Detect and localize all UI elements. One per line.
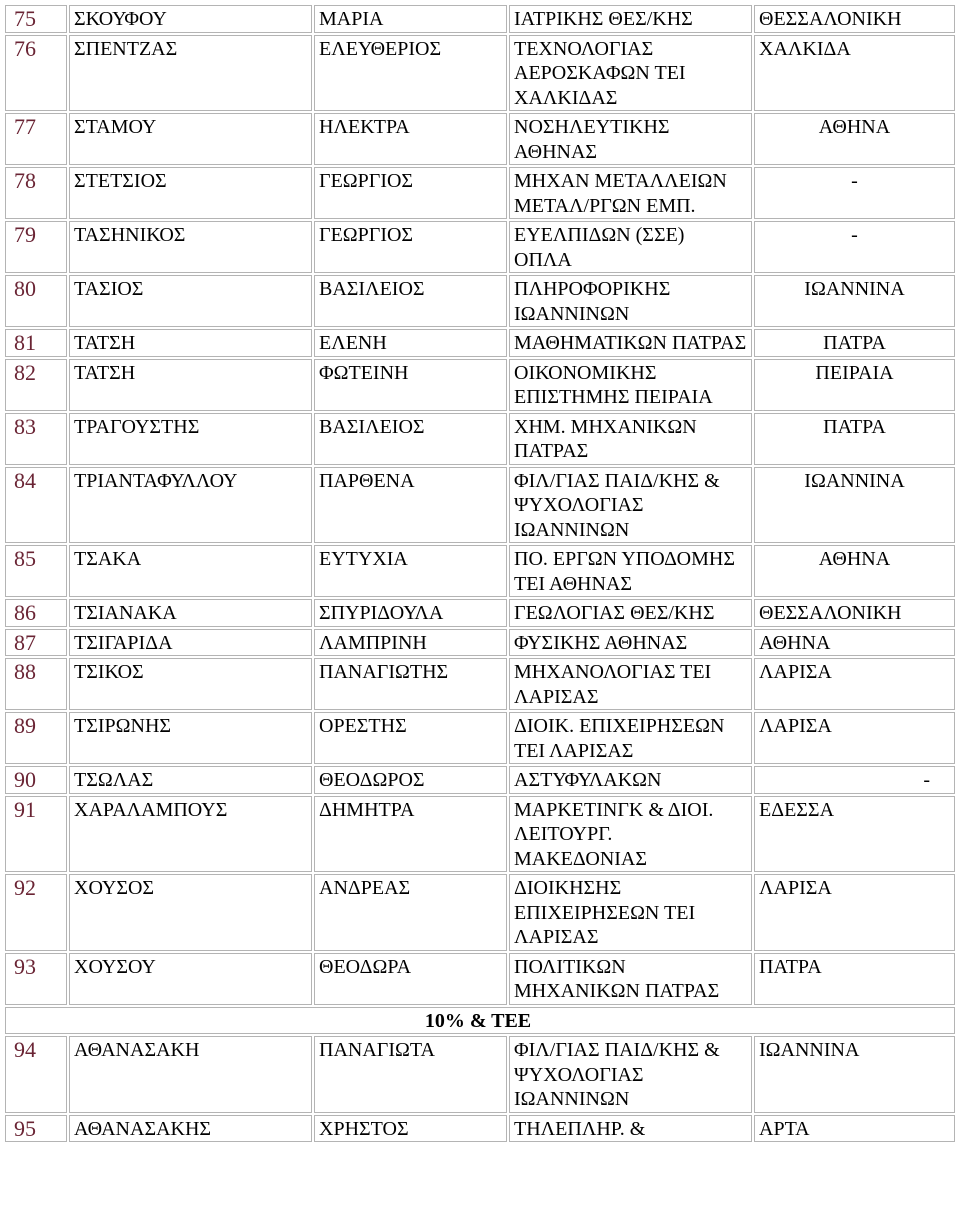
first-name-cell: ΔΗΜΗΤΡΑ bbox=[314, 796, 507, 873]
row-number: 88 bbox=[5, 658, 67, 710]
results-table bbox=[3, 3, 957, 1144]
row-number: 78 bbox=[5, 167, 67, 219]
department-cell: ΙΑΤΡΙΚΗΣ ΘΕΣ/ΚΗΣ bbox=[509, 5, 752, 33]
surname-cell: ΧΑΡΑΛΑΜΠΟΥΣ bbox=[69, 796, 312, 873]
table-row bbox=[5, 658, 955, 710]
first-name-cell: ΒΑΣΙΛΕΙΟΣ bbox=[314, 275, 507, 327]
table-row bbox=[5, 167, 955, 219]
table-row bbox=[5, 221, 955, 273]
surname-cell: ΣΚΟΥΦΟΥ bbox=[69, 5, 312, 33]
city-cell: ΛΑΡΙΣΑ bbox=[754, 658, 955, 710]
row-number: 76 bbox=[5, 35, 67, 112]
department-cell: ΜΑΘΗΜΑΤΙΚΩΝ ΠΑΤΡΑΣ bbox=[509, 329, 752, 357]
table-row bbox=[5, 874, 955, 951]
first-name-cell: ΕΥΤΥΧΙΑ bbox=[314, 545, 507, 597]
table-row bbox=[5, 953, 955, 1005]
city-cell: ΠΑΤΡΑ bbox=[754, 329, 955, 357]
surname-cell: ΣΠΕΝΤΖΑΣ bbox=[69, 35, 312, 112]
surname-cell: ΧΟΥΣΟΣ bbox=[69, 874, 312, 951]
table-row bbox=[5, 467, 955, 544]
table-row bbox=[5, 35, 955, 112]
department-cell: ΦΥΣΙΚΗΣ ΑΘΗΝΑΣ bbox=[509, 629, 752, 657]
city-cell: ΑΡΤΑ bbox=[754, 1115, 955, 1143]
surname-cell: ΣΤΕΤΣΙΟΣ bbox=[69, 167, 312, 219]
section-header-row bbox=[5, 1007, 955, 1035]
surname-cell: ΑΘΑΝΑΣΑΚΗ bbox=[69, 1036, 312, 1113]
surname-cell: ΣΤΑΜΟΥ bbox=[69, 113, 312, 165]
surname-cell: ΤΣΩΛΑΣ bbox=[69, 766, 312, 794]
city-cell: ΑΘΗΝΑ bbox=[754, 113, 955, 165]
department-cell: ΦΙΛ/ΓΙΑΣ ΠΑΙΔ/ΚΗΣ & ΨΥΧΟΛΟΓΙΑΣ ΙΩΑΝΝΙΝΩΝ bbox=[509, 467, 752, 544]
first-name-cell: ΕΛΕΥΘΕΡΙΟΣ bbox=[314, 35, 507, 112]
surname-cell: ΤΡΑΓΟΥΣΤΗΣ bbox=[69, 413, 312, 465]
surname-cell: ΤΣΙΚΟΣ bbox=[69, 658, 312, 710]
city-cell: ΙΩΑΝΝΙΝΑ bbox=[754, 275, 955, 327]
table-row bbox=[5, 1115, 955, 1143]
table-row bbox=[5, 113, 955, 165]
department-cell: ΠΟΛΙΤΙΚΩΝ ΜΗΧΑΝΙΚΩΝ ΠΑΤΡΑΣ bbox=[509, 953, 752, 1005]
city-cell: - bbox=[754, 167, 955, 219]
table-row bbox=[5, 599, 955, 627]
city-cell: ΠΑΤΡΑ bbox=[754, 953, 955, 1005]
table-row bbox=[5, 766, 955, 794]
table-row bbox=[5, 5, 955, 33]
city-cell: ΠΑΤΡΑ bbox=[754, 413, 955, 465]
city-cell: ΙΩΑΝΝΙΝΑ bbox=[754, 467, 955, 544]
surname-cell: ΤΑΣΗΝΙΚΟΣ bbox=[69, 221, 312, 273]
table-row bbox=[5, 329, 955, 357]
row-number: 89 bbox=[5, 712, 67, 764]
row-number: 87 bbox=[5, 629, 67, 657]
row-number: 82 bbox=[5, 359, 67, 411]
department-cell: ΝΟΣΗΛΕΥΤΙΚΗΣ ΑΘΗΝΑΣ bbox=[509, 113, 752, 165]
city-cell: ΘΕΣΣΑΛΟΝΙΚΗ bbox=[754, 5, 955, 33]
first-name-cell: ΜΑΡΙΑ bbox=[314, 5, 507, 33]
first-name-cell: ΠΑΝΑΓΙΩΤΑ bbox=[314, 1036, 507, 1113]
city-cell: ΛΑΡΙΣΑ bbox=[754, 712, 955, 764]
city-cell: ΘΕΣΣΑΛΟΝΙΚΗ bbox=[754, 599, 955, 627]
first-name-cell: ΓΕΩΡΓΙΟΣ bbox=[314, 221, 507, 273]
table-row bbox=[5, 796, 955, 873]
city-cell: - bbox=[754, 766, 955, 794]
table-row bbox=[5, 712, 955, 764]
surname-cell: ΤΡΙΑΝΤΑΦΥΛΛΟΥ bbox=[69, 467, 312, 544]
department-cell: ΠΛΗΡΟΦΟΡΙΚΗΣ ΙΩΑΝΝΙΝΩΝ bbox=[509, 275, 752, 327]
city-cell: ΧΑΛΚΙΔΑ bbox=[754, 35, 955, 112]
row-number: 90 bbox=[5, 766, 67, 794]
surname-cell: ΤΑΣΙΟΣ bbox=[69, 275, 312, 327]
row-number: 84 bbox=[5, 467, 67, 544]
table-row bbox=[5, 359, 955, 411]
first-name-cell: ΕΛΕΝΗ bbox=[314, 329, 507, 357]
row-number: 95 bbox=[5, 1115, 67, 1143]
row-number: 85 bbox=[5, 545, 67, 597]
first-name-cell: ΗΛΕΚΤΡΑ bbox=[314, 113, 507, 165]
department-cell: ΓΕΩΛΟΓΙΑΣ ΘΕΣ/ΚΗΣ bbox=[509, 599, 752, 627]
department-cell: ΜΗΧΑΝ ΜΕΤΑΛΛΕΙΩΝ ΜΕΤΑΛ/ΡΓΩΝ ΕΜΠ. bbox=[509, 167, 752, 219]
department-cell: ΟΙΚΟΝΟΜΙΚΗΣ ΕΠΙΣΤΗΜΗΣ ΠΕΙΡΑΙΑ bbox=[509, 359, 752, 411]
first-name-cell: ΘΕΟΔΩΡΑ bbox=[314, 953, 507, 1005]
surname-cell: ΤΣΙΡΩΝΗΣ bbox=[69, 712, 312, 764]
surname-cell: ΧΟΥΣΟΥ bbox=[69, 953, 312, 1005]
row-number: 91 bbox=[5, 796, 67, 873]
surname-cell: ΤΣΑΚΑ bbox=[69, 545, 312, 597]
first-name-cell: ΦΩΤΕΙΝΗ bbox=[314, 359, 507, 411]
city-cell: ΑΘΗΝΑ bbox=[754, 629, 955, 657]
surname-cell: ΤΑΤΣΗ bbox=[69, 329, 312, 357]
city-cell: ΕΔΕΣΣΑ bbox=[754, 796, 955, 873]
first-name-cell: ΘΕΟΔΩΡΟΣ bbox=[314, 766, 507, 794]
city-cell: - bbox=[754, 221, 955, 273]
city-cell: ΙΩΑΝΝΙΝΑ bbox=[754, 1036, 955, 1113]
city-cell: ΑΘΗΝΑ bbox=[754, 545, 955, 597]
first-name-cell: ΠΑΡΘΕΝΑ bbox=[314, 467, 507, 544]
row-number: 75 bbox=[5, 5, 67, 33]
department-cell: ΧΗΜ. ΜΗΧΑΝΙΚΩΝ ΠΑΤΡΑΣ bbox=[509, 413, 752, 465]
first-name-cell: ΟΡΕΣΤΗΣ bbox=[314, 712, 507, 764]
table-row bbox=[5, 275, 955, 327]
department-cell: ΠΟ. ΕΡΓΩΝ ΥΠΟΔΟΜΗΣ ΤΕΙ ΑΘΗΝΑΣ bbox=[509, 545, 752, 597]
surname-cell: ΤΣΙΑΝΑΚΑ bbox=[69, 599, 312, 627]
first-name-cell: ΠΑΝΑΓΙΩΤΗΣ bbox=[314, 658, 507, 710]
table-row bbox=[5, 629, 955, 657]
row-number: 77 bbox=[5, 113, 67, 165]
row-number: 92 bbox=[5, 874, 67, 951]
department-cell: ΤΕΧΝΟΛΟΓΙΑΣ ΑΕΡΟΣΚΑΦΩΝ ΤΕΙ ΧΑΛΚΙΔΑΣ bbox=[509, 35, 752, 112]
section-title: 10% & ΤΕΕ bbox=[5, 1007, 955, 1035]
row-number: 86 bbox=[5, 599, 67, 627]
table-row bbox=[5, 1036, 955, 1113]
surname-cell: ΤΑΤΣΗ bbox=[69, 359, 312, 411]
department-cell: ΑΣΤΥΦΥΛΑΚΩΝ bbox=[509, 766, 752, 794]
first-name-cell: ΧΡΗΣΤΟΣ bbox=[314, 1115, 507, 1143]
surname-cell: ΤΣΙΓΑΡΙΔΑ bbox=[69, 629, 312, 657]
department-cell: ΔΙΟΙΚΗΣΗΣ ΕΠΙΧΕΙΡΗΣΕΩΝ ΤΕΙ ΛΑΡΙΣΑΣ bbox=[509, 874, 752, 951]
row-number: 93 bbox=[5, 953, 67, 1005]
first-name-cell: ΓΕΩΡΓΙΟΣ bbox=[314, 167, 507, 219]
department-cell: ΕΥΕΛΠΙΔΩΝ (ΣΣΕ) ΟΠΛΑ bbox=[509, 221, 752, 273]
department-cell: ΜΑΡΚΕΤΙΝΓΚ & ΔΙΟΙ. ΛΕΙΤΟΥΡΓ. ΜΑΚΕΔΟΝΙΑΣ bbox=[509, 796, 752, 873]
department-cell: ΜΗΧΑΝΟΛΟΓΙΑΣ ΤΕΙ ΛΑΡΙΣΑΣ bbox=[509, 658, 752, 710]
row-number: 79 bbox=[5, 221, 67, 273]
first-name-cell: ΣΠΥΡΙΔΟΥΛΑ bbox=[314, 599, 507, 627]
table-row bbox=[5, 545, 955, 597]
first-name-cell: ΑΝΔΡΕΑΣ bbox=[314, 874, 507, 951]
city-cell: ΠΕΙΡΑΙΑ bbox=[754, 359, 955, 411]
row-number: 94 bbox=[5, 1036, 67, 1113]
first-name-cell: ΛΑΜΠΡΙΝΗ bbox=[314, 629, 507, 657]
department-cell: ΤΗΛΕΠΛΗΡ. & bbox=[509, 1115, 752, 1143]
department-cell: ΔΙΟΙΚ. ΕΠΙΧΕΙΡΗΣΕΩΝ ΤΕΙ ΛΑΡΙΣΑΣ bbox=[509, 712, 752, 764]
row-number: 80 bbox=[5, 275, 67, 327]
surname-cell: ΑΘΑΝΑΣΑΚΗΣ bbox=[69, 1115, 312, 1143]
row-number: 83 bbox=[5, 413, 67, 465]
city-cell: ΛΑΡΙΣΑ bbox=[754, 874, 955, 951]
row-number: 81 bbox=[5, 329, 67, 357]
department-cell: ΦΙΛ/ΓΙΑΣ ΠΑΙΔ/ΚΗΣ & ΨΥΧΟΛΟΓΙΑΣ ΙΩΑΝΝΙΝΩΝ bbox=[509, 1036, 752, 1113]
table-row bbox=[5, 413, 955, 465]
first-name-cell: ΒΑΣΙΛΕΙΟΣ bbox=[314, 413, 507, 465]
